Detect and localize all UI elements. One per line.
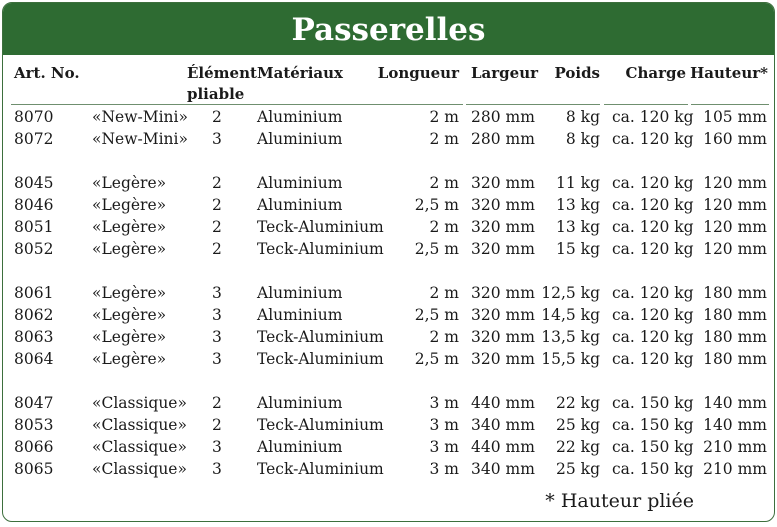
cell-longueur: 2 m (429, 328, 459, 346)
header-charge: Charge (625, 64, 686, 82)
cell-art-no: 8072 (14, 130, 54, 148)
cell-model: «Legère» (92, 174, 167, 192)
header-hauteur: Hauteur* (690, 64, 768, 82)
cell-longueur: 2,5 m (414, 350, 459, 368)
cell-largeur: 320 mm (471, 218, 535, 236)
cell-art-no: 8064 (14, 350, 54, 368)
cell-element: 2 (212, 218, 222, 236)
cell-charge: ca. 150 kg (612, 438, 694, 456)
cell-materiaux: Aluminium (257, 108, 343, 126)
cell-model: «Legère» (92, 306, 167, 324)
cell-hauteur: 180 mm (703, 350, 767, 368)
cell-largeur: 320 mm (471, 284, 535, 302)
cell-poids: 8 kg (565, 130, 600, 148)
cell-charge: ca. 120 kg (612, 350, 694, 368)
cell-longueur: 2 m (429, 174, 459, 192)
footnote: * Hauteur pliée (545, 490, 694, 512)
cell-model: «Classique» (92, 416, 187, 434)
cell-largeur: 320 mm (471, 328, 535, 346)
cell-poids: 14,5 kg (541, 306, 600, 324)
table-row (11, 304, 769, 326)
cell-poids: 13,5 kg (541, 328, 600, 346)
group-spacer (11, 260, 769, 282)
cell-largeur: 340 mm (471, 460, 535, 478)
table-row (11, 282, 769, 304)
cell-model: «Legère» (92, 218, 167, 236)
cell-element: 2 (212, 240, 222, 258)
cell-charge: ca. 150 kg (612, 460, 694, 478)
cell-charge: ca. 120 kg (612, 130, 694, 148)
cell-element: 2 (212, 196, 222, 214)
cell-hauteur: 210 mm (703, 460, 767, 478)
cell-poids: 22 kg (556, 394, 600, 412)
header-poids: Poids (554, 64, 600, 82)
cell-model: «Classique» (92, 394, 187, 412)
cell-poids: 13 kg (556, 196, 600, 214)
group-spacer (11, 370, 769, 392)
header-largeur: Largeur (471, 64, 539, 82)
cell-art-no: 8063 (14, 328, 54, 346)
table-row (11, 216, 769, 238)
header-rule (11, 104, 463, 105)
cell-element: 2 (212, 416, 222, 434)
cell-longueur: 2 m (429, 218, 459, 236)
cell-materiaux: Teck-Aluminium (257, 416, 384, 434)
cell-charge: ca. 150 kg (612, 416, 694, 434)
cell-hauteur: 180 mm (703, 284, 767, 302)
cell-longueur: 2 m (429, 284, 459, 302)
table-body (11, 106, 769, 480)
cell-element: 3 (212, 284, 222, 302)
cell-model: «New-Mini» (92, 130, 188, 148)
cell-materiaux: Aluminium (257, 196, 343, 214)
cell-largeur: 320 mm (471, 240, 535, 258)
spec-table (11, 59, 769, 480)
cell-materiaux: Teck-Aluminium (257, 350, 384, 368)
cell-poids: 22 kg (556, 438, 600, 456)
cell-poids: 13 kg (556, 218, 600, 236)
cell-longueur: 3 m (429, 438, 459, 456)
cell-charge: ca. 120 kg (612, 240, 694, 258)
product-table-frame (2, 2, 775, 522)
cell-art-no: 8061 (14, 284, 54, 302)
cell-hauteur: 180 mm (703, 306, 767, 324)
table-row (11, 106, 769, 128)
cell-materiaux: Aluminium (257, 438, 343, 456)
cell-largeur: 320 mm (471, 174, 535, 192)
group-spacer (11, 150, 769, 172)
header-materiaux: Matériaux (257, 64, 343, 82)
table-row (11, 414, 769, 436)
table-header (11, 59, 769, 106)
cell-hauteur: 105 mm (703, 108, 767, 126)
cell-largeur: 340 mm (471, 416, 535, 434)
cell-art-no: 8046 (14, 196, 54, 214)
cell-hauteur: 180 mm (703, 328, 767, 346)
cell-element: 3 (212, 328, 222, 346)
cell-hauteur: 120 mm (703, 196, 767, 214)
cell-model: «Legère» (92, 284, 167, 302)
cell-hauteur: 120 mm (703, 240, 767, 258)
cell-element: 2 (212, 174, 222, 192)
cell-longueur: 2,5 m (414, 306, 459, 324)
cell-art-no: 8066 (14, 438, 54, 456)
cell-largeur: 320 mm (471, 306, 535, 324)
cell-art-no: 8070 (14, 108, 54, 126)
cell-art-no: 8065 (14, 460, 54, 478)
cell-largeur: 440 mm (471, 438, 535, 456)
cell-element: 2 (212, 394, 222, 412)
cell-element: 3 (212, 130, 222, 148)
cell-model: «Legère» (92, 350, 167, 368)
cell-longueur: 2 m (429, 108, 459, 126)
cell-charge: ca. 120 kg (612, 196, 694, 214)
cell-model: «Classique» (92, 438, 187, 456)
cell-materiaux: Teck-Aluminium (257, 328, 384, 346)
cell-art-no: 8045 (14, 174, 54, 192)
cell-hauteur: 120 mm (703, 218, 767, 236)
cell-art-no: 8062 (14, 306, 54, 324)
cell-poids: 15 kg (556, 240, 600, 258)
header-rule (604, 104, 688, 105)
cell-model: «Legère» (92, 196, 167, 214)
cell-element: 3 (212, 438, 222, 456)
table-row (11, 326, 769, 348)
cell-art-no: 8047 (14, 394, 54, 412)
table-row (11, 194, 769, 216)
cell-model: «Legère» (92, 240, 167, 258)
cell-charge: ca. 120 kg (612, 108, 694, 126)
header-rule (466, 104, 600, 105)
cell-longueur: 2,5 m (414, 196, 459, 214)
cell-materiaux: Teck-Aluminium (257, 218, 384, 236)
cell-element: 3 (212, 350, 222, 368)
cell-longueur: 3 m (429, 394, 459, 412)
table-row (11, 128, 769, 150)
cell-materiaux: Aluminium (257, 174, 343, 192)
cell-poids: 12,5 kg (541, 284, 600, 302)
cell-longueur: 2 m (429, 130, 459, 148)
cell-longueur: 3 m (429, 460, 459, 478)
cell-materiaux: Aluminium (257, 394, 343, 412)
cell-poids: 25 kg (556, 416, 600, 434)
cell-hauteur: 210 mm (703, 438, 767, 456)
cell-element: 2 (212, 108, 222, 126)
cell-element: 3 (212, 460, 222, 478)
header-element: Élément pliable (187, 64, 257, 103)
cell-largeur: 280 mm (471, 130, 535, 148)
cell-longueur: 3 m (429, 416, 459, 434)
cell-poids: 15,5 kg (541, 350, 600, 368)
cell-charge: ca. 120 kg (612, 284, 694, 302)
cell-poids: 11 kg (556, 174, 600, 192)
table-row (11, 348, 769, 370)
table-row (11, 238, 769, 260)
cell-largeur: 440 mm (471, 394, 535, 412)
cell-longueur: 2,5 m (414, 240, 459, 258)
cell-charge: ca. 120 kg (612, 174, 694, 192)
cell-hauteur: 140 mm (703, 394, 767, 412)
cell-materiaux: Teck-Aluminium (257, 460, 384, 478)
cell-materiaux: Aluminium (257, 130, 343, 148)
header-rule (691, 104, 769, 105)
cell-art-no: 8052 (14, 240, 54, 258)
cell-largeur: 280 mm (471, 108, 535, 126)
header-longueur: Longueur (377, 64, 459, 82)
header-art-no: Art. No. (14, 64, 80, 82)
cell-charge: ca. 120 kg (612, 306, 694, 324)
table-row (11, 436, 769, 458)
table-row (11, 392, 769, 414)
cell-largeur: 320 mm (471, 196, 535, 214)
cell-model: «Classique» (92, 460, 187, 478)
cell-hauteur: 120 mm (703, 174, 767, 192)
cell-model: «Legère» (92, 328, 167, 346)
cell-model: «New-Mini» (92, 108, 188, 126)
page-title: Passerelles (3, 3, 774, 55)
cell-charge: ca. 120 kg (612, 328, 694, 346)
cell-hauteur: 140 mm (703, 416, 767, 434)
cell-charge: ca. 150 kg (612, 394, 694, 412)
table-row (11, 458, 769, 480)
table-row (11, 172, 769, 194)
cell-hauteur: 160 mm (703, 130, 767, 148)
cell-charge: ca. 120 kg (612, 218, 694, 236)
cell-art-no: 8053 (14, 416, 54, 434)
cell-largeur: 320 mm (471, 350, 535, 368)
cell-materiaux: Aluminium (257, 284, 343, 302)
cell-poids: 25 kg (556, 460, 600, 478)
cell-art-no: 8051 (14, 218, 54, 236)
cell-materiaux: Teck-Aluminium (257, 240, 384, 258)
cell-materiaux: Aluminium (257, 306, 343, 324)
cell-poids: 8 kg (565, 108, 600, 126)
cell-element: 3 (212, 306, 222, 324)
